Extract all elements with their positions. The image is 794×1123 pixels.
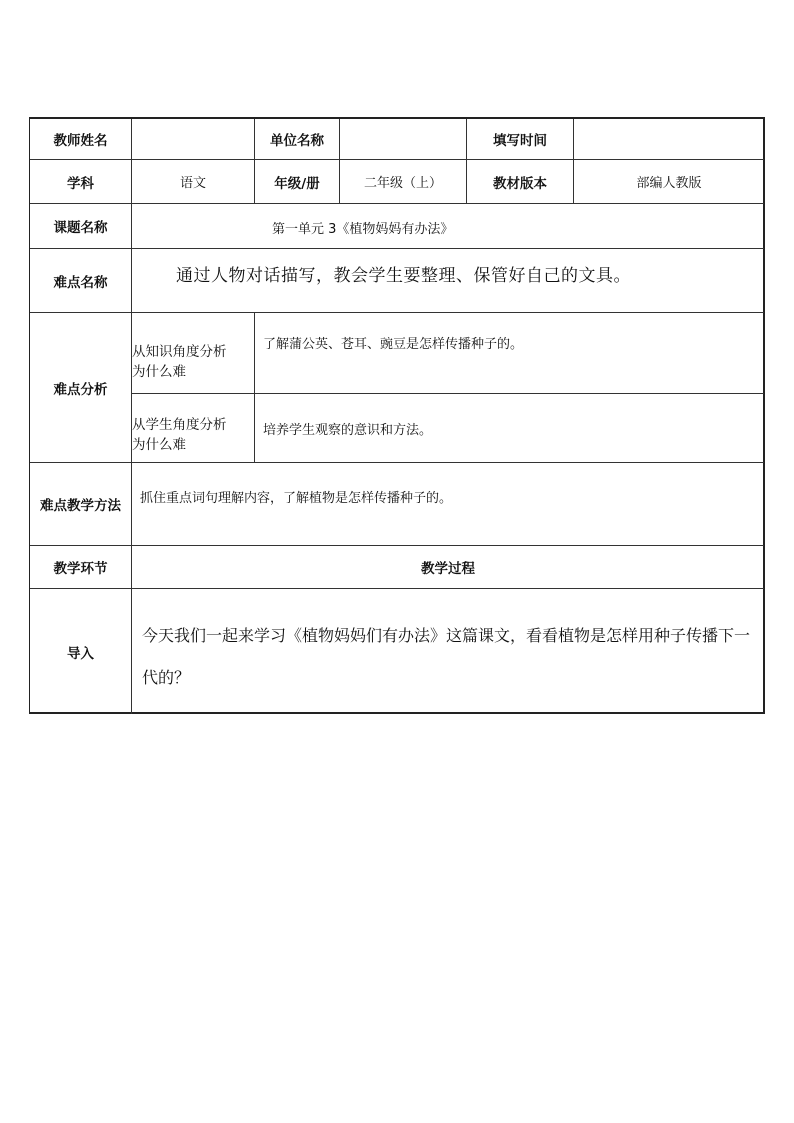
textbook-label: 教材版本 bbox=[467, 160, 574, 204]
unit-name-value bbox=[340, 119, 467, 160]
student-angle-label-line1: 从学生角度分析 bbox=[132, 417, 227, 433]
intro-value: 今天我们一起来学习《植物妈妈们有办法》这篇课文，看看植物是怎样用种子传播下一代的？ bbox=[142, 626, 751, 687]
teaching-stage-header: 教学环节 bbox=[30, 546, 132, 589]
fill-time-value bbox=[574, 119, 764, 160]
knowledge-angle-label-line1: 从知识角度分析 bbox=[132, 344, 227, 360]
topic-value: 第一单元 3《植物妈妈有办法》 bbox=[132, 204, 764, 249]
teacher-name-value bbox=[132, 119, 255, 160]
lesson-plan-table bbox=[29, 117, 765, 714]
textbook-value: 部编人教版 bbox=[574, 160, 764, 204]
difficulty-label: 难点名称 bbox=[30, 249, 132, 313]
grade-label: 年级/册 bbox=[255, 160, 340, 204]
subject-value: 语文 bbox=[132, 160, 255, 204]
knowledge-angle-label bbox=[132, 313, 255, 394]
student-angle-value: 培养学生观察的意识和方法。 bbox=[255, 394, 764, 463]
student-angle-label-line2: 为什么难 bbox=[132, 437, 186, 453]
method-value: 抓住重点词句理解内容，了解植物是怎样传播种子的。 bbox=[132, 463, 764, 546]
topic-label: 课题名称 bbox=[30, 204, 132, 249]
teacher-name-label: 教师姓名 bbox=[30, 119, 132, 160]
fill-time-label: 填写时间 bbox=[467, 119, 574, 160]
difficulty-value: 通过人物对话描写，教会学生要整理、保管好自己的文具。 bbox=[132, 249, 764, 313]
method-label: 难点教学方法 bbox=[30, 463, 132, 546]
teaching-process-header: 教学过程 bbox=[132, 546, 764, 589]
knowledge-angle-label-line2: 为什么难 bbox=[132, 364, 186, 380]
unit-name-label: 单位名称 bbox=[255, 119, 340, 160]
intro-label: 导入 bbox=[30, 589, 132, 714]
grade-value: 二年级（上） bbox=[340, 160, 467, 204]
analysis-label: 难点分析 bbox=[30, 313, 132, 463]
subject-label: 学科 bbox=[30, 160, 132, 204]
knowledge-angle-value: 了解蒲公英、苍耳、豌豆是怎样传播种子的。 bbox=[255, 313, 764, 394]
student-angle-label bbox=[132, 394, 255, 463]
